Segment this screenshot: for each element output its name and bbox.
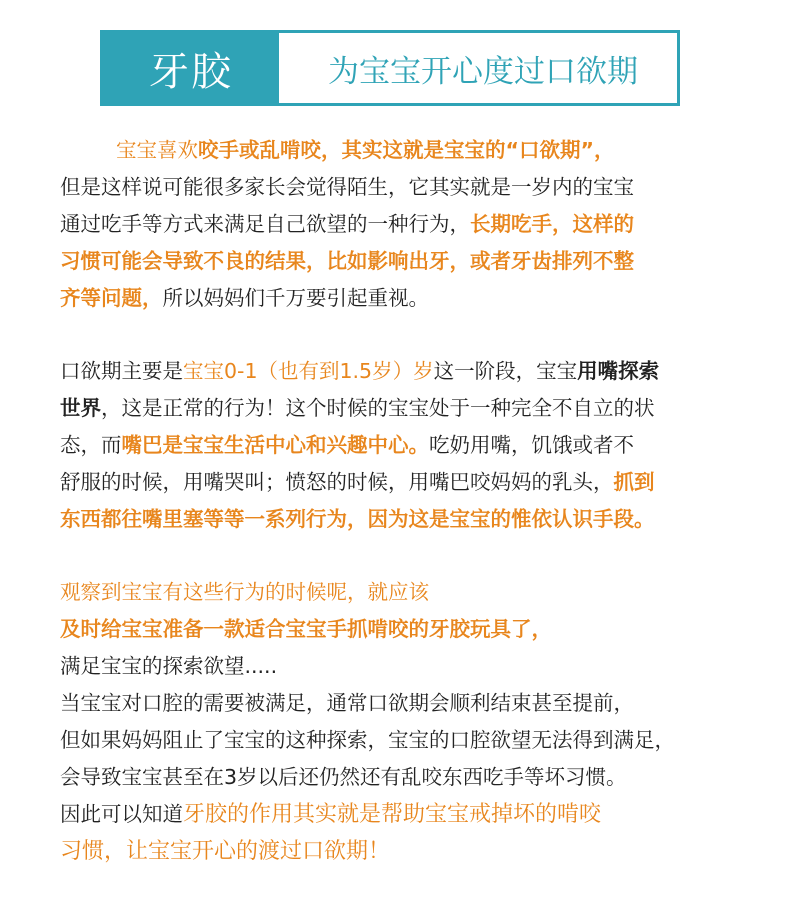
text-line xyxy=(60,796,760,833)
text-segment: 态，而 xyxy=(60,433,122,457)
text-segment: 通过吃手等方式来满足自己欲望的一种行为， xyxy=(60,212,470,236)
text-segment: 咬手或乱啃咬，其实这就是宝宝的“口欲期”， xyxy=(198,138,615,162)
paragraph-intro xyxy=(60,132,760,317)
text-line xyxy=(60,390,760,427)
text-segment: 嘴巴是宝宝生活中心和兴趣中心。 xyxy=(121,433,429,457)
text-line xyxy=(60,353,760,390)
text-line: 及时给宝宝准备一款适合宝宝手抓啃咬的牙胶玩具了， xyxy=(60,617,552,641)
text-segment: 牙胶的作用其实就是帮助宝宝戒掉坏的啃咬 xyxy=(183,802,602,827)
text-line: 但如果妈妈阻止了宝宝的这种探索，宝宝的口腔欲望无法得到满足， xyxy=(60,728,675,752)
banner-subtitle: 为宝宝开心度过口欲期 xyxy=(328,53,638,90)
article-body xyxy=(60,132,760,870)
text-segment: 长期吃手，这样的 xyxy=(470,212,634,236)
text-line: 观察到宝宝有这些行为的时候呢，就应该 xyxy=(60,580,429,604)
banner-title: 牙胶 xyxy=(103,33,279,103)
text-line xyxy=(60,280,760,317)
text-segment: 舒服的时候，用嘴哭叫；愤怒的时候，用嘴巴咬妈妈的乳头， xyxy=(60,470,614,494)
text-segment: 口欲期主要是 xyxy=(60,359,183,383)
text-segment: 抓到 xyxy=(613,470,655,494)
text-line xyxy=(60,132,760,169)
text-segment: 用嘴探索 xyxy=(577,359,660,383)
text-line xyxy=(60,206,760,243)
text-segment: 这一阶段，宝宝 xyxy=(433,359,578,383)
title-banner xyxy=(100,30,680,106)
text-line xyxy=(60,427,760,464)
text-line: 当宝宝对口腔的需要被满足，通常口欲期会顺利结束甚至提前， xyxy=(60,691,634,715)
text-segment: ，这是正常的行为！这个时候的宝宝处于一种完全不自立的状 xyxy=(101,396,655,420)
text-line xyxy=(60,464,760,501)
text-segment: 吃奶用嘴，饥饿或者不 xyxy=(429,433,634,457)
text-line: 习惯可能会导致不良的结果，比如影响出牙，或者牙齿排列不整 xyxy=(60,249,634,273)
paragraph-teether-advice xyxy=(60,574,760,870)
paragraph-oral-stage xyxy=(60,353,760,538)
text-segment: 齐等问题， xyxy=(60,286,163,310)
text-segment: 宝宝喜欢 xyxy=(116,138,198,162)
text-line: 但是这样说可能很多家长会觉得陌生，它其实就是一岁内的宝宝 xyxy=(60,175,634,199)
text-segment: 宝宝0-1（也有到1.5岁）岁 xyxy=(183,359,434,383)
text-segment: 世界 xyxy=(60,396,101,420)
text-line: 东西都往嘴里塞等等一系列行为，因为这是宝宝的惟依认识手段。 xyxy=(60,507,655,531)
text-segment: 所以妈妈们千万要引起重视。 xyxy=(162,286,429,310)
text-line: 会导致宝宝甚至在3岁以后还仍然还有乱咬东西吃手等坏习惯。 xyxy=(60,765,627,789)
text-segment: 因此可以知道 xyxy=(60,802,183,826)
text-line: 习惯，让宝宝开心的渡过口欲期！ xyxy=(60,839,391,864)
text-line: 满足宝宝的探索欲望..... xyxy=(60,654,278,678)
